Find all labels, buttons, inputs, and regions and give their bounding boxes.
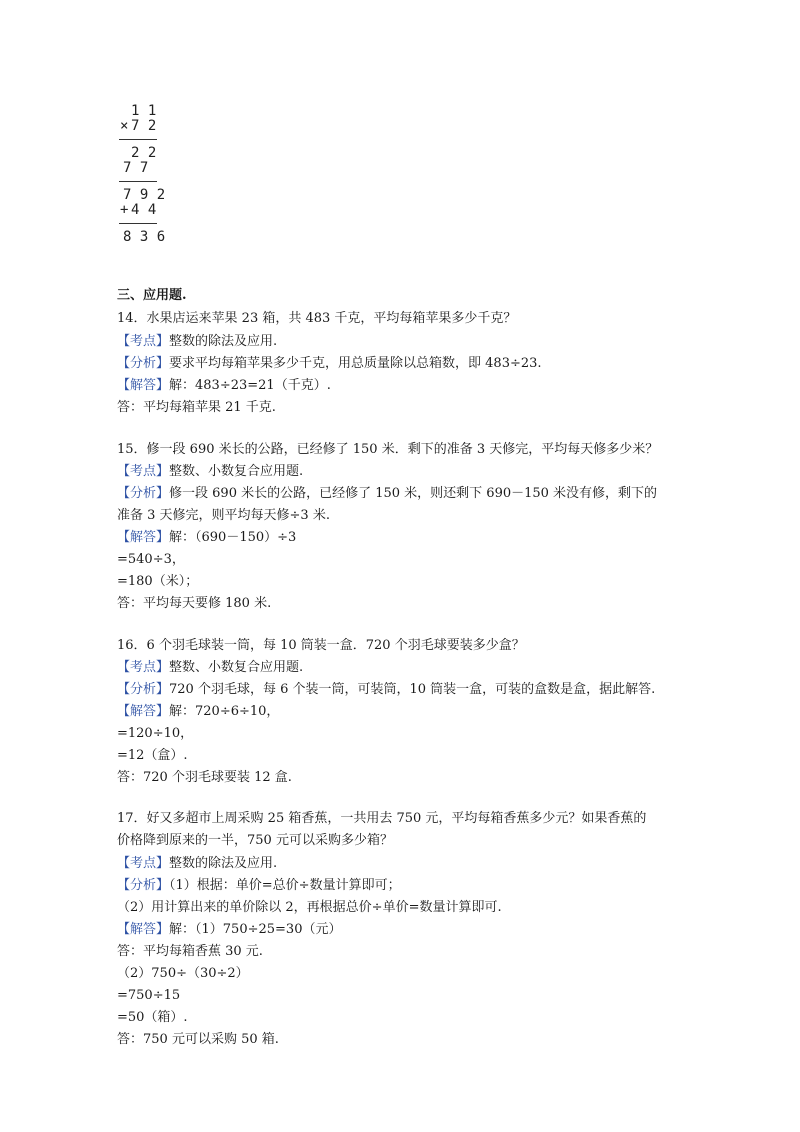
text-line: [117, 769, 292, 787]
vertical-calculation: [117, 103, 166, 245]
line-text: 解：（690－150）÷3: [169, 530, 297, 545]
line-text: 答：750 元可以采购 50 箱.: [117, 1032, 279, 1047]
calc-divider: [119, 223, 157, 224]
calc-row-5: 7 9 2: [123, 187, 166, 203]
text-line: [117, 529, 296, 547]
calc-row-3: 2 2: [131, 145, 157, 161]
line-text: （1）根据：单价=总价÷数量计算即可；: [169, 878, 401, 893]
line-text: 解：483÷23=21（千克）.: [169, 378, 331, 393]
line-tag: 【解答】: [117, 530, 170, 545]
text-line: [117, 507, 330, 525]
text-line: [117, 659, 303, 677]
line-text: 答：平均每天要修 180 米.: [117, 596, 272, 611]
calc-divider: [119, 139, 157, 140]
line-text: 整数、小数复合应用题.: [169, 660, 304, 675]
line-text: 准备 3 天修完，则平均每天修÷3 米.: [117, 508, 330, 523]
line-text: 解：720÷6÷10，: [169, 704, 280, 719]
line-tag: 【考点】: [117, 660, 170, 675]
line-tag: 【分析】: [117, 682, 170, 697]
text-line: [117, 441, 658, 459]
text-line: [117, 399, 276, 417]
text-line: [117, 725, 193, 743]
line-tag: 【解答】: [117, 704, 170, 719]
line-text: 答：720 个羽毛球要装 12 盒.: [117, 770, 292, 785]
line-text: 整数、小数复合应用题.: [169, 464, 304, 479]
text-line: [117, 637, 525, 655]
text-line: [117, 485, 657, 503]
text-line: [117, 810, 646, 828]
text-line: [117, 573, 198, 591]
calc-row-7: 8 3 6: [123, 229, 166, 245]
text-line: [117, 899, 502, 917]
text-line: [117, 681, 655, 699]
calc-row-2: 7 2: [131, 118, 157, 134]
line-text: 价格降到原来的一半，750 元可以采购多少箱？: [117, 833, 393, 848]
calc-divider: [119, 181, 157, 182]
text-line: [117, 855, 277, 873]
text-line: [117, 1031, 279, 1049]
line-text: =120÷10，: [117, 726, 194, 741]
line-text: 修一段 690 米长的公路，已经修了 150 米，则还剩下 690－150 米没有修，剩下的: [169, 486, 658, 501]
line-text: 17．好又多超市上周采购 25 箱香蕉，一共用去 750 元，平均每箱香蕉多少元？如果香蕉的: [117, 811, 647, 826]
text-line: [117, 987, 180, 1005]
line-text: 720 个羽毛球，每 6 个装一筒，可装筒，10 筒装一盒，可装的盒数是盒，据此解答.: [169, 682, 656, 697]
line-tag: 【分析】: [117, 486, 170, 501]
text-line: [117, 965, 249, 983]
text-line: [117, 595, 271, 613]
text-line: [117, 703, 279, 721]
line-text: =180（米）；: [117, 574, 199, 589]
line-text: 14．水果店运来苹果 23 箱，共 483 千克，平均每箱苹果多少千克？: [117, 311, 517, 326]
line-text: 整数的除法及应用.: [169, 334, 278, 349]
line-tag: 【考点】: [117, 334, 170, 349]
text-line: [117, 377, 331, 395]
calc-row-6: 4 4: [131, 202, 157, 218]
text-line: [117, 333, 277, 351]
line-text: =540÷3，: [117, 552, 185, 567]
line-text: 15．修一段 690 米长的公路，已经修了 150 米．剩下的准备 3 天修完，平均每天修多少米？: [117, 442, 659, 457]
line-tag: 【解答】: [117, 378, 170, 393]
line-text: 16．6 个羽毛球装一筒，每 10 筒装一盒．720 个羽毛球要装多少盒？: [117, 638, 525, 653]
line-tag: 【考点】: [117, 856, 170, 871]
line-text: 整数的除法及应用.: [169, 856, 278, 871]
text-line: [117, 943, 263, 961]
text-line: [117, 463, 303, 481]
text-line: [117, 1009, 188, 1027]
line-tag: 【考点】: [117, 464, 170, 479]
line-text: （2）用计算出来的单价除以 2，再根据总价÷单价=数量计算即可.: [117, 900, 502, 915]
text-line: [117, 832, 393, 850]
text-line: [117, 747, 188, 765]
multiply-sign: ×: [120, 118, 129, 134]
plus-sign: +: [120, 202, 129, 218]
line-text: =750÷15: [117, 988, 181, 1003]
text-line: [117, 310, 516, 328]
line-tag: 【分析】: [117, 356, 170, 371]
section-heading: 三、应用题.: [117, 288, 187, 303]
text-line: [117, 877, 401, 895]
text-line: [117, 551, 185, 569]
line-text: 要求平均每箱苹果多少千克，用总质量除以总箱数，即 483÷23.: [169, 356, 542, 371]
line-text: 答：平均每箱香蕉 30 元.: [117, 944, 263, 959]
calc-row-4: 7 7: [123, 160, 149, 176]
line-text: =50（箱）.: [117, 1010, 188, 1025]
line-text: 解：（1）750÷25=30（元）: [169, 922, 342, 937]
line-text: =12（盒）.: [117, 748, 188, 763]
line-tag: 【解答】: [117, 922, 170, 937]
line-text: （2）750÷（30÷2）: [117, 966, 249, 981]
text-line: [117, 921, 341, 939]
calc-row-1: 1 1: [131, 103, 157, 119]
text-line: [117, 355, 542, 373]
line-text: 答：平均每箱苹果 21 千克.: [117, 400, 276, 415]
line-tag: 【分析】: [117, 878, 170, 893]
